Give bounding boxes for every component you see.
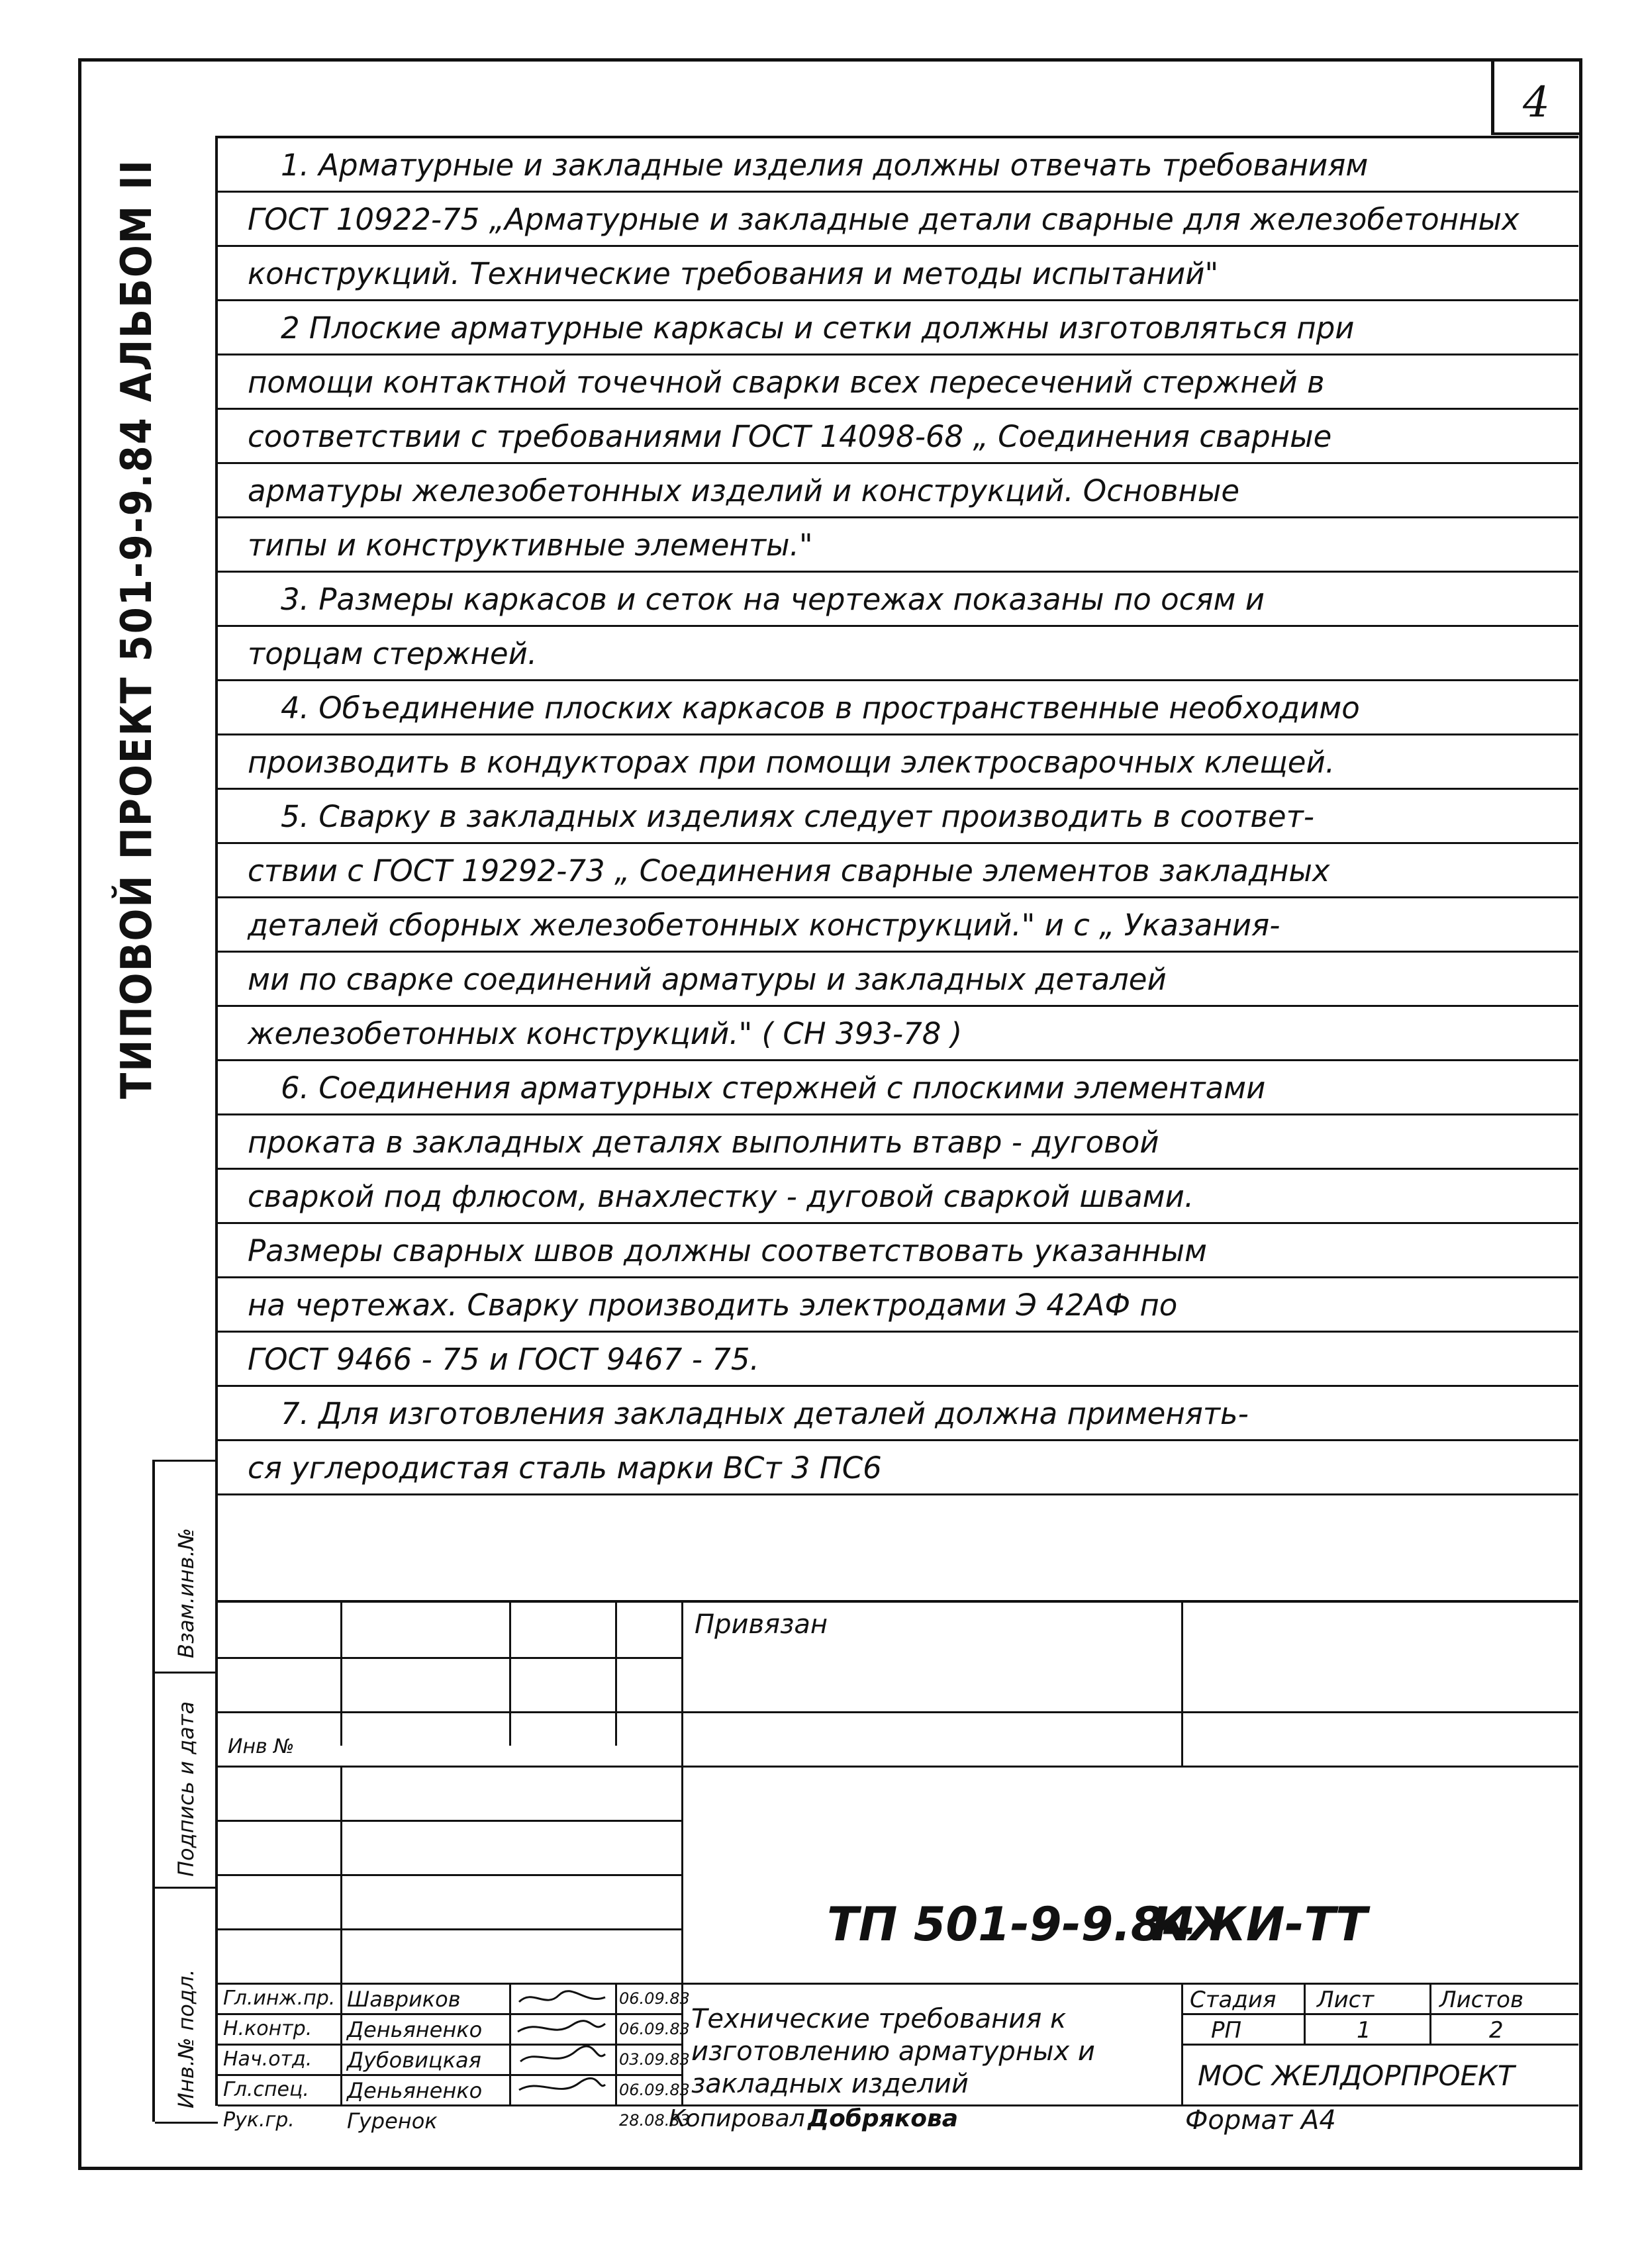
sign-date: 03.09.83 [619,2050,690,2069]
text-line: проката в закладных деталях выполнить втавр - дуговой [218,1115,1578,1170]
text-line: 2 Плоские арматурные каркасы и сетки должны изготовляться при [218,301,1578,355]
format-label: Формат А4 [1185,2105,1336,2136]
text-line: конструкций. Технические требования и методы испытаний" [218,247,1578,301]
sign-date: 06.09.83 [619,1989,690,2008]
sheets-value: 2 [1489,2017,1504,2044]
description-line: изготовлению арматурных и [691,2036,1095,2067]
text-line: ми по сварке соединений арматуры и закладных деталей [218,953,1578,1007]
text-line: типы и конструктивные элементы." [218,518,1578,573]
text-line: железобетонных конструкций." ( СН 393-78 ) [218,1007,1578,1061]
description-line: Технические требования к [691,2004,1067,2034]
person-name: Деньяненко [347,2017,483,2042]
description-line: закладных изделий [691,2069,969,2099]
replace-inv-label: Взам.инв.№ [173,1528,199,1658]
text-line: производить в кондукторах при помощи электросварочных клещей. [218,735,1578,790]
stage-header: Стадия [1190,1987,1277,2013]
role: Нач.отд. [223,2048,313,2071]
inv-label: Инв № [228,1735,295,1758]
document-code: ТП 501-9-9.84 [827,1897,1196,1952]
signatures [512,1985,612,2104]
inv-original-label: Инв.№ подл. [173,1969,199,2108]
text-line: ся углеродистая сталь марки ВСт 3 ПС6 [218,1441,1578,1495]
left-strip [152,1460,218,2122]
organization: МОС ЖЕЛДОРПРОЕКТ [1198,2059,1515,2092]
text-line: 7. Для изготовления закладных деталей должна применять- [218,1387,1578,1441]
role: Рук.гр. [223,2108,295,2132]
text-line: соответствии с требованиями ГОСТ 14098-68 „ Соединения сварные [218,410,1578,464]
text-block [215,136,1578,1603]
sign-date: 06.09.83 [619,2020,690,2038]
page-number: 4 [1523,78,1550,127]
sign-date: 28.08.83 [619,2111,690,2130]
text-line: 6. Соединения арматурных стержней с плоскими элементами [218,1061,1578,1115]
sheet-header: Лист [1317,1987,1375,2013]
text-line: ствии с ГОСТ 19292-73 „ Соединения сварные элементов закладных [218,844,1578,898]
text-line: 4. Объединение плоских каркасов в пространственные необходимо [218,681,1578,735]
text-line: 3. Размеры каркасов и сеток на чертежах показаны по осям и [218,573,1578,627]
text-line: на чертежах. Сварку производить электродами Э 42АФ по [218,1278,1578,1333]
signature-date-label: Подпись и дата [173,1701,199,1877]
role: Гл.спец. [223,2078,309,2101]
side-title: ТИПОВОЙ ПРОЕКТ 501-9-9.84 АЛЬБОМ II [113,158,162,1099]
role: Гл.инж.пр. [223,1987,336,2010]
role: Н.контр. [223,2017,313,2040]
copier-name: Добрякова [808,2105,959,2132]
text-line: ГОСТ 9466 - 75 и ГОСТ 9467 - 75. [218,1333,1578,1387]
sign-date: 06.09.83 [619,2081,690,2099]
text-line: арматуры железобетонных изделий и конструкций. Основные [218,464,1578,518]
text-line: ГОСТ 10922-75 „Арматурные и закладные детали сварные для железобетонных [218,193,1578,247]
document-mark: КЖИ-ТТ [1151,1897,1368,1952]
sheet-value: 1 [1357,2017,1371,2044]
copied-label: Копировал [669,2105,805,2132]
text-line: 5. Сварку в закладных изделиях следует производить в соответ- [218,790,1578,844]
person-name: Дубовицкая [347,2048,481,2073]
person-name: Деньяненко [347,2078,483,2103]
person-name: Гуренок [347,2108,438,2134]
text-line: 1. Арматурные и закладные изделия должны отвечать требованиям [218,138,1578,193]
person-name: Шавриков [347,1987,461,2012]
text-line: деталей сборных железобетонных конструкций." и с „ Указания- [218,898,1578,953]
stage-value: РП [1211,2017,1242,2044]
text-line: торцам стержней. [218,627,1578,681]
privyazan-label: Привязан [695,1609,828,1640]
text-line: Размеры сварных швов должны соответствовать указанным [218,1224,1578,1278]
text-line: сваркой под флюсом, внахлестку - дуговой сваркой швами. [218,1170,1578,1224]
sheets-header: Листов [1439,1987,1524,2013]
text-line: помощи контактной точечной сварки всех пересечений стержней в [218,355,1578,410]
